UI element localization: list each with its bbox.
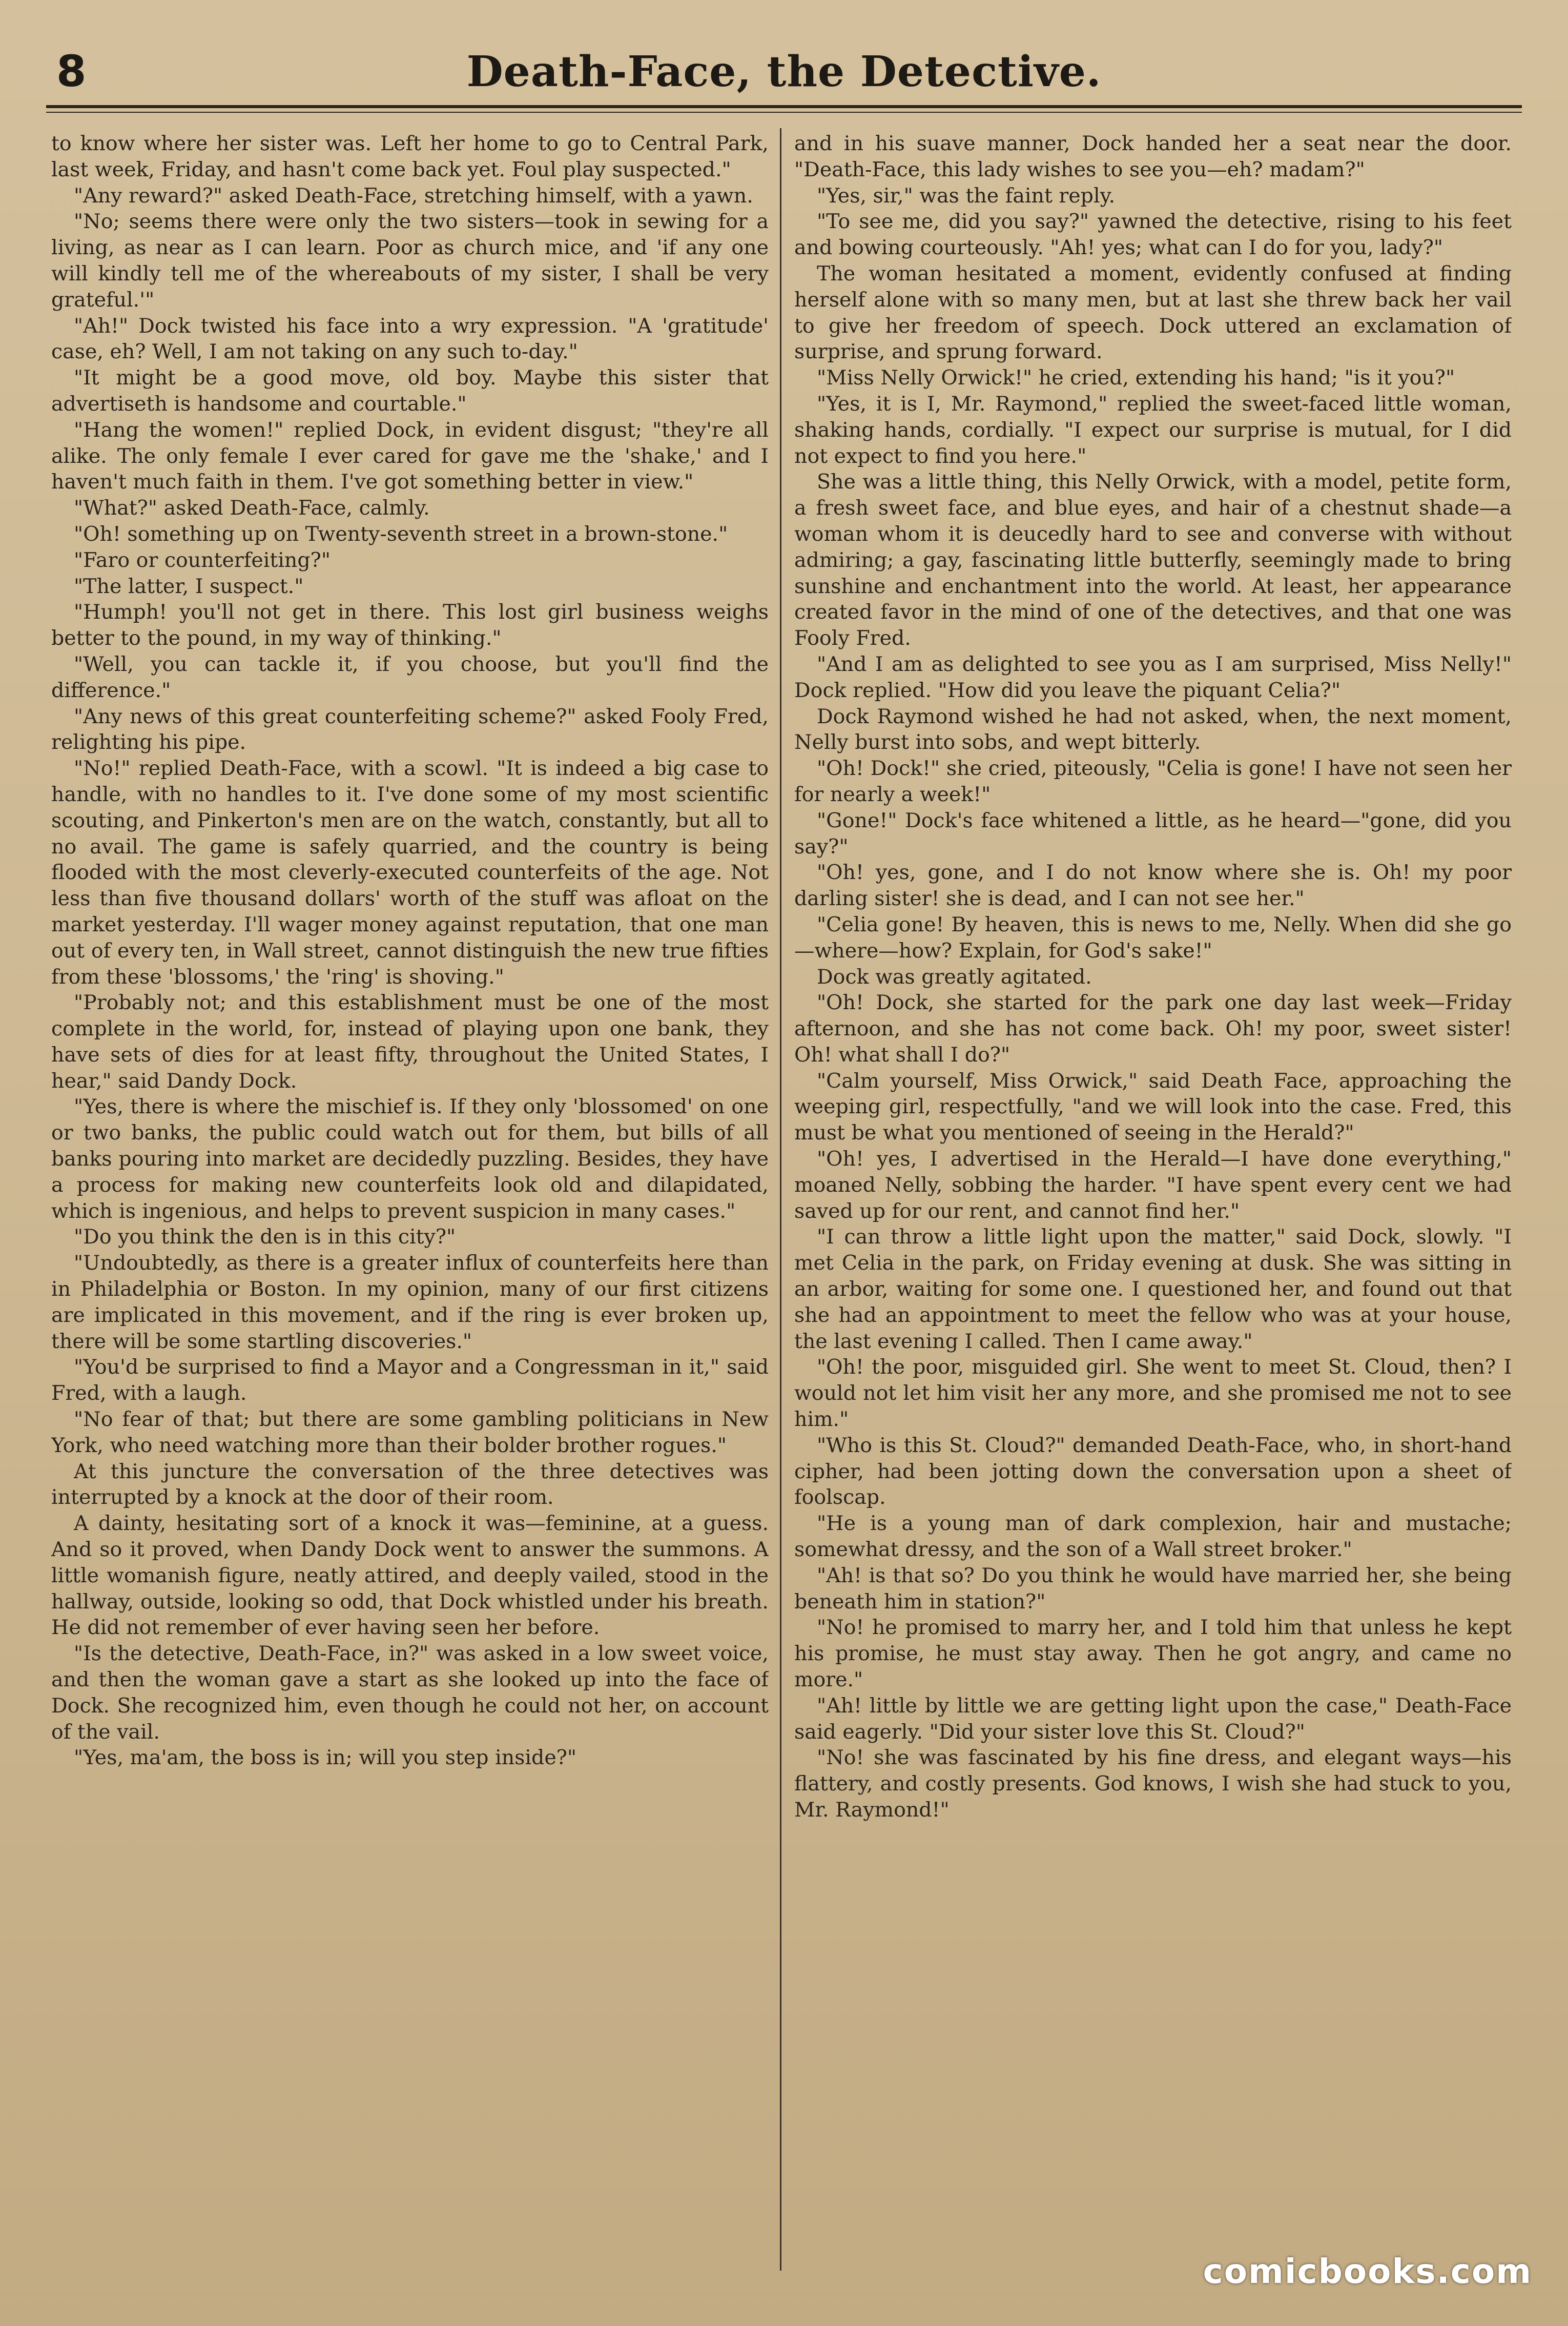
paragraph: "You'd be surprised to find a Mayor and a Congressman in it," said Fred, with a laugh. bbox=[51, 1355, 769, 1405]
paragraph: "Humph! you'll not get in there. This lost girl business weighs better to the pound, in my way of thinking." bbox=[51, 600, 769, 650]
paragraph: "He is a young man of dark complexion, hair and mustache; somewhat dressy, and the son of a Wall street broker." bbox=[794, 1512, 1512, 1562]
paragraph: "Hang the women!" replied Dock, in evident disgust; "they're all alike. The only female I ever cared for gave me the 'shake,' and I haven't much faith in them. I've got something better in view." bbox=[51, 418, 769, 494]
paragraph: "Oh! Dock!" she cried, piteously, "Celia is gone! I have not seen her for nearly a week!" bbox=[794, 757, 1512, 806]
paragraph: "The latter, I suspect." bbox=[74, 574, 304, 598]
paragraph: "Oh! yes, I advertised in the Herald—I have done everything," moaned Nelly, sobbing the harder. "I have spent every cent we had saved up for our rent, and cannot find her." bbox=[794, 1147, 1512, 1223]
watermark: comicbooks.com bbox=[1203, 2252, 1532, 2291]
paragraph: "I can throw a little light upon the matter," said Dock, slowly. "I met Celia in the park, on Friday evening at dusk. She was sitting in an arbor, waiting for some one. I questioned her, and found out that she had an appointment to meet the fellow who was at your house, the last evening I called. Then I came away." bbox=[794, 1225, 1512, 1353]
paragraph: "Faro or counterfeiting?" bbox=[74, 548, 331, 572]
paragraph: "Ah!" Dock twisted his face into a wry expression. "A 'gratitude' case, eh? Well, I am not taking on any such to-day." bbox=[51, 314, 769, 364]
paragraph: Dock was greatly agitated. bbox=[817, 965, 1092, 989]
paragraph: "Gone!" Dock's face whitened a little, as he heard—"gone, did you say?" bbox=[794, 808, 1512, 859]
paragraph: "No! he promised to marry her, and I told him that unless he kept his promise, he must stay away. Then he got angry, and came no more." bbox=[794, 1616, 1512, 1692]
paragraph: "Oh! something up on Twenty-seventh street in a brown-stone." bbox=[74, 522, 728, 546]
paragraph: "Undoubtedly, as there is a greater influx of counterfeits here than in Philadelphia or Boston. In my opinion, many of our first citizens are implicated in this movement, and if the ring is ever broken up, there will be some startling discoveries." bbox=[51, 1251, 769, 1353]
paragraph: "Miss Nelly Orwick!" he cried, extending his hand; "is it you?" bbox=[817, 366, 1455, 390]
paragraph: "Well, you can tackle it, if you choose, but you'll find the difference." bbox=[51, 652, 769, 702]
paragraph: "No!" replied Death-Face, with a scowl. "It is indeed a big case to handle, with no handles to it. I've done some of my most scientific scouting, and Pinkerton's men are on the watch, constantly, but all to no avail. The game is safely quarried, and the country is being flooded with the most cleverly-executed counterfeits of the age. Not less than five thousand dollars' worth of the stuff was afloat on the market yesterday. I'll wager money against reputation, that one man out of every ten, in Wall street, cannot distinguish the new true fifties from these 'blossoms,' the 'ring' is shoving." bbox=[51, 757, 769, 989]
paragraph: "Ah! is that so? Do you think he would have married her, she being beneath him in station?" bbox=[794, 1563, 1512, 1614]
paragraph: "Probably not; and this establishment must be one of the most complete in the world, for, instead of playing upon one bank, they have sets of dies for at least fifty, throughout the United States, I hear," said Dandy Dock. bbox=[51, 991, 769, 1093]
paragraph: "Yes, it is I, Mr. Raymond," replied the sweet-faced little woman, shaking hands, cordially. "I expect our surprise is mutual, for I did not expect to find you here." bbox=[794, 392, 1512, 468]
header-rule-thin bbox=[46, 112, 1522, 113]
paragraph: "Any news of this great counterfeiting scheme?" asked Fooly Fred, relighting his pipe. bbox=[51, 704, 769, 754]
paragraph: She was a little thing, this Nelly Orwick, with a model, petite form, a fresh sweet face, and blue eyes, and hair of a chestnut shade—a woman whom it is deucedly hard to see and converse with without admiring; a gay, fascinating little butterfly, seemingly made to bring sunshine and enchantment into the world. At least, her appearance created favor in the mind of one of the detectives, and that one was Fooly Fred. bbox=[794, 470, 1512, 650]
paragraph: At this juncture the conversation of the three detectives was interrupted by a knock at the door of their room. bbox=[51, 1459, 769, 1509]
header-rule bbox=[46, 105, 1522, 108]
paragraph: "To see me, did you say?" yawned the detective, rising to his feet and bowing courteously. "Ah! yes; what can I do for you, lady?" bbox=[794, 210, 1512, 260]
paragraph: "Any reward?" asked Death-Face, stretching himself, with a yawn. bbox=[74, 183, 753, 208]
paragraph: "Ah! little by little we are getting light upon the case," Death-Face said eagerly. "Did your sister love this St. Cloud?" bbox=[794, 1694, 1512, 1744]
paragraph: "Is the detective, Death-Face, in?" was asked in a low sweet voice, and then the woman gave a start as she looked up into the face of Dock. She recognized him, even though he could not her, on account of the vail. bbox=[51, 1642, 769, 1744]
paragraph: "Yes, there is where the mischief is. If they only 'blossomed' on one or two banks, the public could watch out for them, but bills of all banks pouring into market are decidedly puzzling. Besides, they have a process for making new counterfeits look old and dilapidated, which is ingenious, and helps to prevent suspicion in many cases." bbox=[51, 1095, 769, 1223]
paragraph: "Calm yourself, Miss Orwick," said Death Face, approaching the weeping girl, respectfully, "and we will look into the case. Fred, this must be what you mentioned of seeing in the Herald?" bbox=[794, 1069, 1512, 1145]
paragraph: "Celia gone! By heaven, this is news to me, Nelly. When did she go—where—how? Explain, for God's sake!" bbox=[794, 912, 1512, 963]
paragraph: "And I am as delighted to see you as I am surprised, Miss Nelly!" Dock replied. "How did you leave the piquant Celia?" bbox=[794, 652, 1512, 702]
paragraph: Dock Raymond wished he had not asked, when, the next moment, Nelly burst into sobs, and wept bitterly. bbox=[794, 704, 1512, 754]
paragraph: "Oh! the poor, misguided girl. She went to meet St. Cloud, then? I would not let him visit her any more, and she promised me not to see him." bbox=[794, 1355, 1512, 1432]
paragraph: "It might be a good move, old boy. Maybe this sister that advertiseth is handsome and courtable." bbox=[51, 366, 769, 416]
paragraph: "No; seems there were only the two sisters—took in sewing for a living, as near as I can learn. Poor as church mice, and 'if any one will kindly tell me of the whereabouts of my sister, I shall be very grateful.'" bbox=[51, 210, 769, 312]
paragraph: The woman hesitated a moment, evidently confused at finding herself alone with so many men, but at last she threw back her vail to give her freedom of speech. Dock uttered an exclamation of surprise, and sprung forward. bbox=[794, 261, 1512, 364]
paragraph: "No fear of that; but there are some gambling politicians in New York, who need watching more than their bolder brother rogues." bbox=[51, 1407, 769, 1457]
paragraph: "No! she was fascinated by his fine dress, and elegant ways—his flattery, and costly presents. God knows, I wish she had stuck to you, Mr. Raymond!" bbox=[794, 1746, 1512, 1822]
paragraph: to know where her sister was. Left her home to go to Central Park, last week, Friday, and hasn't come back yet. Foul play suspected." bbox=[51, 132, 769, 181]
paragraph: "Oh! Dock, she started for the park one day last week—Friday afternoon, and she has not come back. Oh! my poor, sweet sister! Oh! what shall I do?" bbox=[794, 991, 1512, 1067]
paragraph: "Yes, sir," was the faint reply. bbox=[817, 183, 1116, 208]
paragraph: "What?" asked Death-Face, calmly. bbox=[74, 496, 430, 520]
paragraph: "Oh! yes, gone, and I do not know where she is. Oh! my poor darling sister! she is dead, and I can not see her." bbox=[794, 861, 1512, 911]
paragraph: "Do you think the den is in this city?" bbox=[74, 1225, 456, 1249]
page-number: 8 bbox=[56, 46, 87, 96]
page-header bbox=[46, 36, 1522, 103]
paragraph: and in his suave manner, Dock handed her a seat near the door. "Death-Face, this lady wishes to see you—eh? madam?" bbox=[794, 132, 1512, 181]
column-divider bbox=[780, 128, 781, 2271]
left-column bbox=[51, 131, 769, 2273]
paragraph: "Yes, ma'am, the boss is in; will you step inside?" bbox=[74, 1746, 577, 1770]
paragraph: A dainty, hesitating sort of a knock it was—feminine, at a guess. And so it proved, when Dandy Dock went to answer the summons. A little womanish figure, neatly attired, and deeply vailed, stood in the hallway, outside, looking so odd, that Dock whistled under his breath. He did not remember of ever having seen her before. bbox=[51, 1512, 769, 1640]
paragraph: "Who is this St. Cloud?" demanded Death-Face, who, in short-hand cipher, had been jotting down the conversation upon a sheet of foolscap. bbox=[794, 1433, 1512, 1509]
running-title: Death-Face, the Detective. bbox=[466, 47, 1102, 96]
right-column bbox=[794, 131, 1512, 2273]
